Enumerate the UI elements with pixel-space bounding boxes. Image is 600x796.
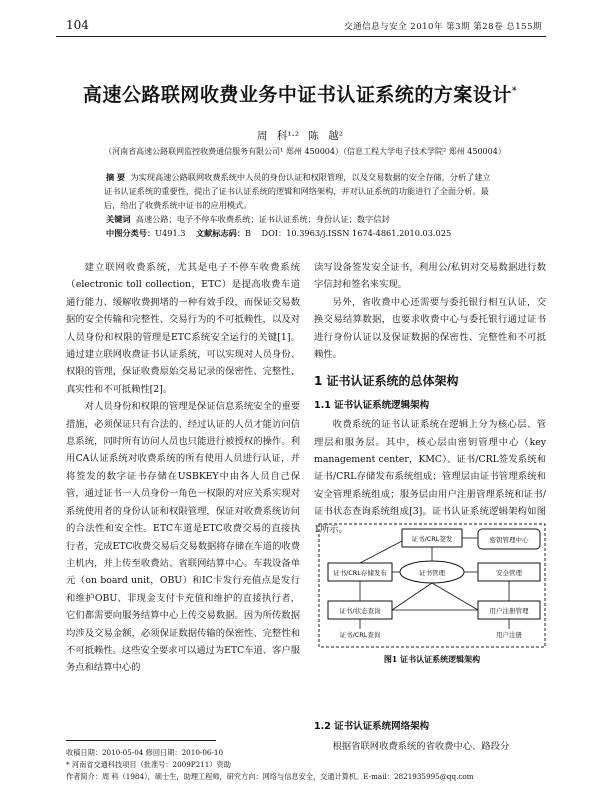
body-paragraph: 建立联网收费系统，尤其是电子不停车收费系统（electronic toll collection，ETC）是提高收费车道通行能力、缓解收费拥堵的一种有效手段，而保证交易数据的安全传输和完整性、交易行为的不可抵赖性，以及对人员身份和权限的管理是ETC系统安全运行的关键[1]。通过建立联网收费证书认证系统，可以实现对人员身份、权限的管理，保证收费原始交易记录的保密性、完整性、真实性和不可抵赖性[2]。 <box>66 262 300 395</box>
diagram-node: 证书/状态查询 <box>339 607 381 615</box>
footnote-rule <box>66 740 216 741</box>
diagram-node: 证书/CRL存储发布 <box>333 569 387 577</box>
diagram-node: 证书/CRL签发 <box>411 535 453 543</box>
abstract-text: 为实现高速公路联网收费系统中人员的身份认证和权限管理，以及交易数据的安全存储，分析了建立证书认证系统的重要性，提出了证书认证系统的逻辑和网络架构，并对认证系统的功能进行了全面分析。最后，给出了收费系统中证书的应用模式。 <box>104 172 491 210</box>
authors: 周 科¹·² 陈 越² <box>257 130 343 142</box>
title-mark: * <box>511 86 518 97</box>
class-label: 中图分类号： <box>106 228 156 238</box>
diagram-node: 密钥管理中心 <box>489 536 529 544</box>
paper-title <box>40 80 560 107</box>
keywords: 高速公路；电子不停车收费系统；证书认证系统；身份认证；数字信封 <box>135 214 390 224</box>
abstract-label: 摘 要 <box>106 172 126 182</box>
left-column <box>66 259 300 677</box>
diagram-node: 安全管理 <box>496 569 522 577</box>
keywords-label: 关键词 <box>106 214 131 224</box>
diagram-node: 证书管理 <box>419 569 445 577</box>
diagram-node: 用户注册管理 <box>489 607 529 615</box>
footnotes <box>66 740 546 783</box>
subsection-heading: 1.1 证书认证系统逻辑架构 <box>314 399 430 411</box>
body-paragraph: 收费系统的证书认证系统在逻辑上分为核心层、管理层和服务层。其中，核心层由密钥管理中心（key management center，KMC）、证书/CRL签发系统和证书/CRL存储发布系统组成；管理层由证书管理系统和安全管理系统组成；服务层由用户注册管理系统和证书/证书状态查询系统组成[3]。证书认证系统逻辑架构如图1所示。 <box>314 419 546 535</box>
affiliations: （河南省高速公路联网监控收费通信服务有限公司¹ 郑州 450004）（信息工程大学电子技术学院² 郑州 450004） <box>104 147 506 156</box>
page-number: 104 <box>66 18 89 32</box>
subsection-heading: 1.2 证书认证系统网络架构 <box>314 721 430 733</box>
author-bio: 作者简介：周 科（1984），硕士生，助理工程师，研究方向：网络与信息安全，交通计算机。E-mail：2821935995@qq.com <box>66 772 474 781</box>
section-heading: 1 证书认证系统的总体架构 <box>314 374 459 389</box>
abstract-block <box>104 170 498 240</box>
diagram-node: 用户注册 <box>496 631 522 639</box>
class-number: U491.3 <box>155 228 186 238</box>
body-paragraph: 读写设备签发安全证书，利用公/私钥对交易数据进行数字信封和签名来实现。 <box>314 262 546 291</box>
diagram-node: 证书/CRL查询 <box>339 631 381 639</box>
figure-caption: 图1 证书认证系统逻辑架构 <box>383 654 481 664</box>
header-rule <box>56 36 546 37</box>
title-text: 高速公路联网收费业务中证书认证系统的方案设计 <box>82 84 512 106</box>
body-paragraph: 根据省联网收费系统的省收费中心、路段分 <box>332 740 510 752</box>
figure-1 <box>318 523 546 683</box>
doi: DOI：10.3963/j.ISSN 1674-4861.2010.03.025 <box>261 228 452 238</box>
fund-note: * 河南省交通科技项目（批准号：2009P211）资助 <box>66 760 231 769</box>
journal-info: 交通信息与安全 2010年 第3期 第28卷 总155期 <box>344 22 542 32</box>
doc-code-label: 文献标志码： <box>195 228 246 238</box>
received-date: 收稿日期：2010-05-04 修回日期：2010-06-10 <box>66 748 224 757</box>
doc-code: B <box>245 228 252 238</box>
body-paragraph: 对人员身份和权限的管理是保证信息系统安全的重要措施，必须保证只有合法的、经过认证的人员才能访问信息系统，同时所有访问人员也只能进行被授权的操作。利用CA认证系统对收费系统的所有使用人员进行认证，并将签发的数字证书存储在USBKEY中由各人员自己保管，通过证书一人员身份一角色一权限的对应关系实现对系统使用者的身份认证和权限管理，保证对收费系统访问的合法性和安全性。ETC车道是ETC收费交易的直接执行者，完成ETC收费交易后交易数据将存储在车道的收费主机内，并上传至收费站、省联网结算中心。车载设备单元（on board unit，OBU）和IC卡发行充值点是发行和维护OBU、非现金支付卡充值和维护的直接执行者，它们都需要向服务结算中心上传交易数据。因为所传数据均涉及交易金额，必须保证数据传输的保密性、完整性和不可抵赖性。这些安全要求可以通过为ETC车道、客户服务点和结算中心的 <box>66 401 300 674</box>
architecture-diagram <box>318 523 546 648</box>
body-paragraph: 另外，省收费中心还需要与委托银行相互认证，交换交易结算数据，也要求收费中心与委托银行通过证书进行身份认证以及保证数据的保密性、完整性和不可抵赖性。 <box>314 296 546 361</box>
running-header <box>0 8 600 36</box>
